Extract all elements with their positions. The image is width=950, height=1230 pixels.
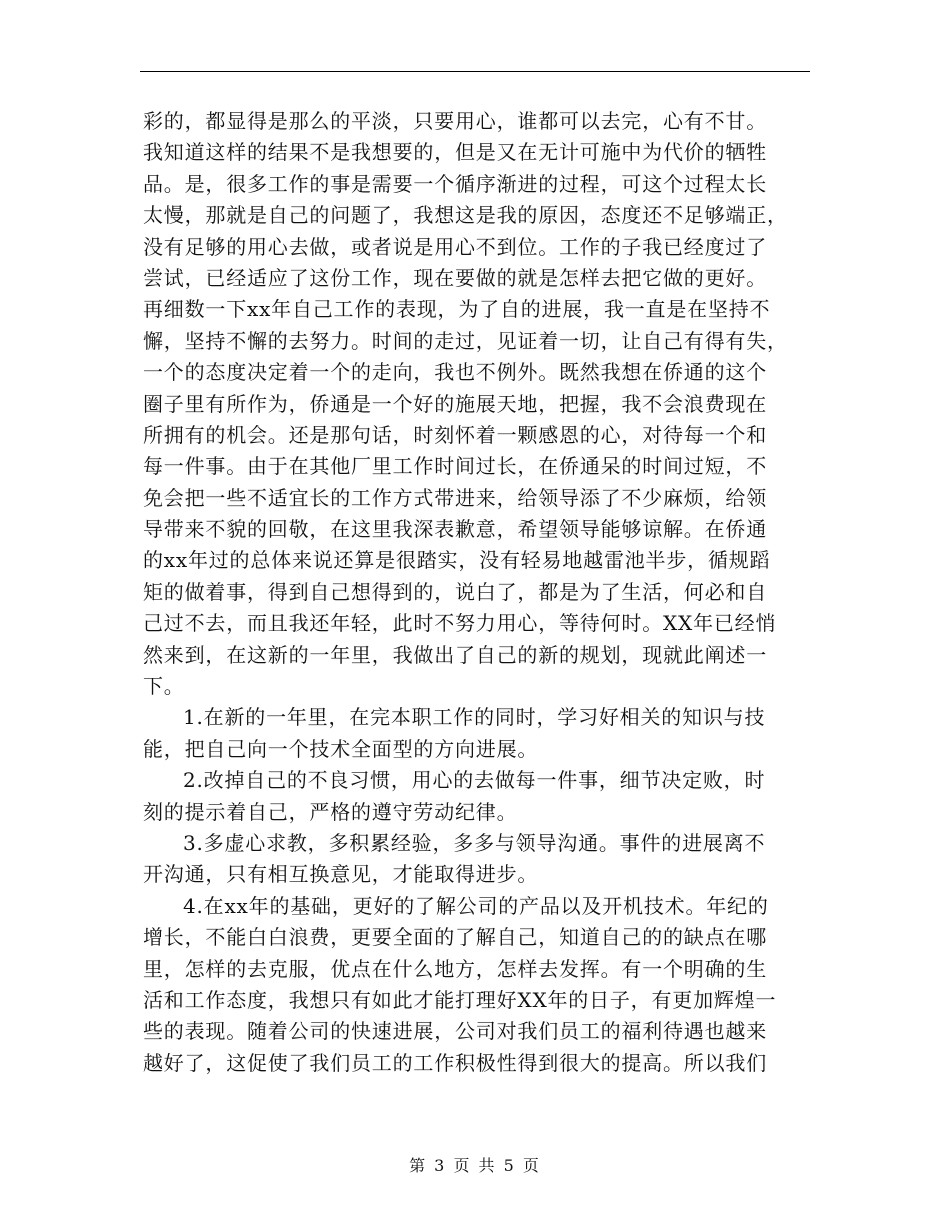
- list-item-line: 些的表现。随着公司的快速进展，公司对我们员工的福利待遇也越来: [143, 1019, 767, 1044]
- text-line: 所拥有的机会。还是那句话，时刻怀着一颗感恩的心，对待每一个和: [143, 422, 767, 447]
- text-line: 再细数一下xx年自己工作的表现，为了自的进展，我一直是在坚持不: [143, 297, 771, 322]
- text-line: 每一件事。由于在其他厂里工作时间过长，在侨通呆的时间过短，不: [143, 454, 767, 479]
- text-line: 太慢，那就是自己的问题了，我想这是我的原因，态度还不足够端正，: [143, 203, 788, 228]
- list-item-line: 活和工作态度，我想只有如此才能打理好XX年的日子，有更加辉煌一: [143, 987, 777, 1012]
- text-line: 矩的做着事，得到自己想得到的，说白了，都是为了生活，何必和自: [143, 579, 767, 604]
- text-line: 彩的，都显得是那么的平淡，只要用心，谁都可以去完，心有不甘。: [143, 109, 767, 133]
- text-line: 圈子里有所作为，侨通是一个好的施展天地，把握，我不会浪费现在: [143, 391, 767, 416]
- list-item-line: 3.多虚心求教，多积累经验，多多与领导沟通。事件的进展离不: [183, 830, 766, 855]
- text-line: 懈，坚持不懈的去努力。时间的走过，见证着一切，让自己有得有失，: [143, 328, 788, 353]
- header-rule: [140, 71, 810, 72]
- list-item-line: 2.改掉自己的不良习惯，用心的去做每一件事，细节决定败，时: [183, 768, 766, 793]
- text-line: 我知道这样的结果不是我想要的，但是又在无计可施中为代价的牺牲: [143, 140, 767, 165]
- list-item-line: 越好了，这促使了我们员工的工作积极性得到很大的提高。所以我们: [143, 1050, 767, 1075]
- text-line: 尝试，已经适应了这份工作，现在要做的就是怎样去把它做的更好。: [143, 265, 767, 290]
- text-line: 品。是，很多工作的事是需要一个循序渐进的过程，可这个过程太长: [143, 171, 767, 196]
- list-item-line: 增长，不能白白浪费，更要全面的了解自己，知道自己的的缺点在哪: [143, 925, 767, 950]
- text-line: 然来到，在这新的一年里，我做出了自己的新的规划，现就此阐述一: [143, 642, 767, 667]
- list-item-line: 1.在新的一年里，在完本职工作的同时，学习好相关的知识与技: [183, 705, 766, 730]
- text-line: 的xx年过的总体来说还算是很踏实，没有轻易地越雷池半步，循规蹈: [143, 548, 771, 573]
- document-body: [143, 106, 813, 1079]
- list-item-line: 刻的提示着自己，严格的遵守劳动纪律。: [143, 799, 518, 824]
- list-item-line: 里，怎样的去克服，优点在什么地方，怎样去发挥。有一个明确的生: [143, 956, 767, 981]
- text-line: 己过不去，而且我还年轻，此时不努力用心，等待何时。XX年已经悄: [143, 611, 777, 636]
- text-line: 一个的态度决定着一个的走向，我也不例外。既然我想在侨通的这个: [143, 360, 767, 385]
- list-item-line: 能，把自己向一个技术全面型的方向进展。: [143, 736, 539, 761]
- text-line: 导带来不貌的回敬，在这里我深表歉意，希望领导能够谅解。在侨通: [143, 517, 767, 542]
- list-item-line: 开沟通，只有相互换意见，才能取得进步。: [143, 862, 539, 887]
- list-item-line: 4.在xx年的基础，更好的了解公司的产品以及开机技术。年纪的: [183, 893, 769, 918]
- page-number-footer: 第 3 页 共 5 页: [409, 1156, 541, 1175]
- text-line: 下。: [143, 674, 185, 699]
- text-line: 没有足够的用心去做，或者说是用心不到位。工作的子我已经度过了: [143, 234, 767, 259]
- text-line: 免会把一些不适宜长的工作方式带进来，给领导添了不少麻烦，给领: [143, 485, 767, 510]
